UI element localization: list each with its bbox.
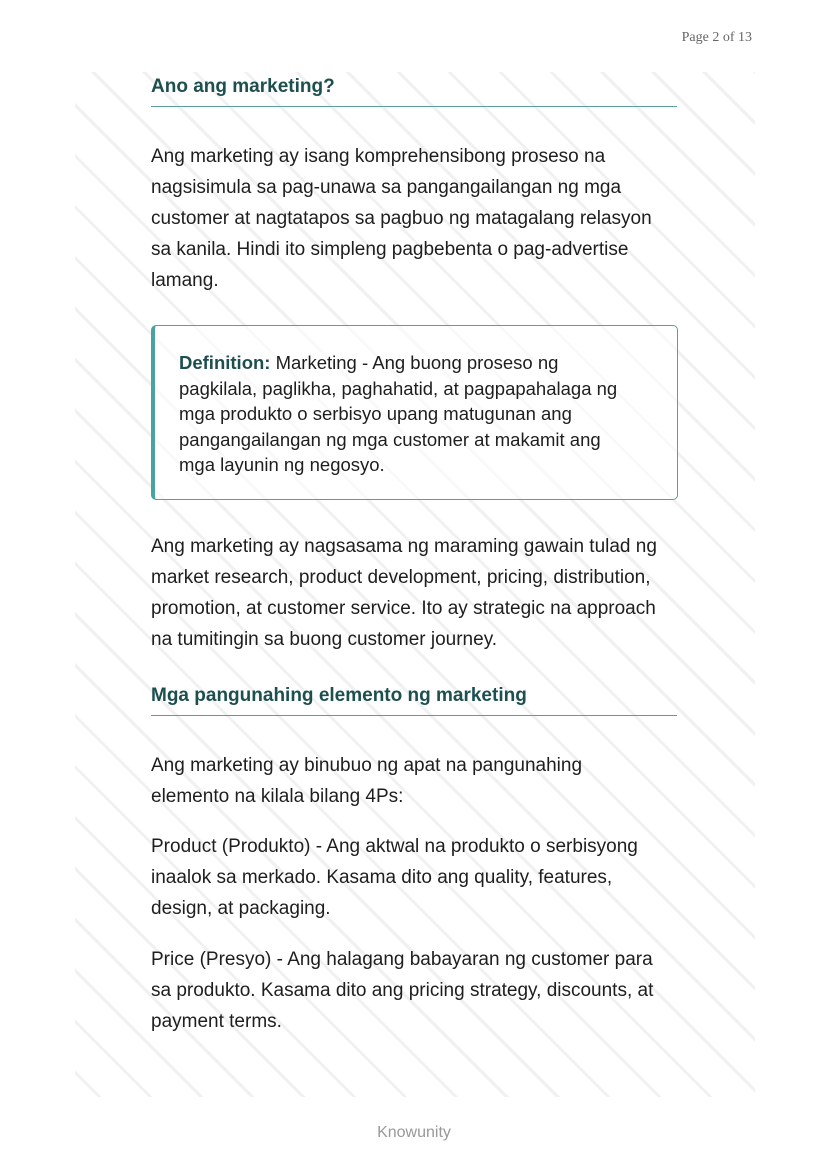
- text-line: Ang marketing ay nagsasama ng maraming gawain tulad ng: [151, 536, 657, 557]
- text-line: elemento na kilala bilang 4Ps:: [151, 786, 404, 807]
- paragraph: [151, 750, 691, 812]
- text-line: lamang.: [151, 270, 219, 291]
- page-number: Page 2 of 13: [681, 30, 752, 45]
- definition-label: Definition:: [179, 352, 271, 373]
- text-line: pagkilala, paglikha, paghahatid, at pagpapahalaga ng: [179, 377, 618, 399]
- text-line: sa produkto. Kasama dito ang pricing strategy, discounts, at: [151, 980, 654, 1001]
- text-line: nagsisimula sa pag-unawa sa pangangailangan ng mga: [151, 177, 622, 198]
- text-line: customer at nagtatapos sa pagbuo ng matagalang relasyon: [151, 208, 652, 229]
- paragraph: [151, 944, 691, 1037]
- footer-brand: Knowunity: [377, 1124, 451, 1141]
- text-line: inaalok sa merkado. Kasama dito ang quality, features,: [151, 867, 613, 888]
- paragraph: [151, 831, 691, 924]
- text-line: na tumitingin sa buong customer journey.: [151, 629, 498, 650]
- text-line: Price (Presyo) - Ang halagang babayaran ng customer para: [151, 949, 653, 970]
- text-line: market research, product development, pricing, distribution,: [151, 567, 651, 588]
- text-line: mga produkto o serbisyo upang matugunan ang: [179, 403, 572, 424]
- text-line: promotion, at customer service. Ito ay strategic na approach: [151, 598, 656, 619]
- text-line: Ang marketing ay binubuo ng apat na pangunahing: [151, 755, 583, 776]
- text-line: payment terms.: [151, 1011, 282, 1032]
- definition-box: [151, 325, 678, 500]
- paragraph: [151, 141, 691, 296]
- paragraph: [151, 531, 691, 655]
- text-line: Ang marketing ay isang komprehensibong proseso na: [151, 146, 606, 167]
- text-line: Marketing - Ang buong proseso ng: [270, 352, 559, 373]
- text-line: mga layunin ng negosyo.: [179, 454, 385, 475]
- text-line: Product (Produkto) - Ang aktwal na produkto o serbisyong: [151, 836, 638, 857]
- text-line: pangangailangan ng mga customer at makamit ang: [179, 428, 601, 450]
- text-line: sa kanila. Hindi ito simpleng pagbebenta o pag-advertise: [151, 239, 629, 260]
- section-heading: Mga pangunahing elemento ng marketing: [151, 685, 677, 716]
- text-line: design, at packaging.: [151, 898, 331, 919]
- section-heading: Ano ang marketing?: [151, 76, 677, 107]
